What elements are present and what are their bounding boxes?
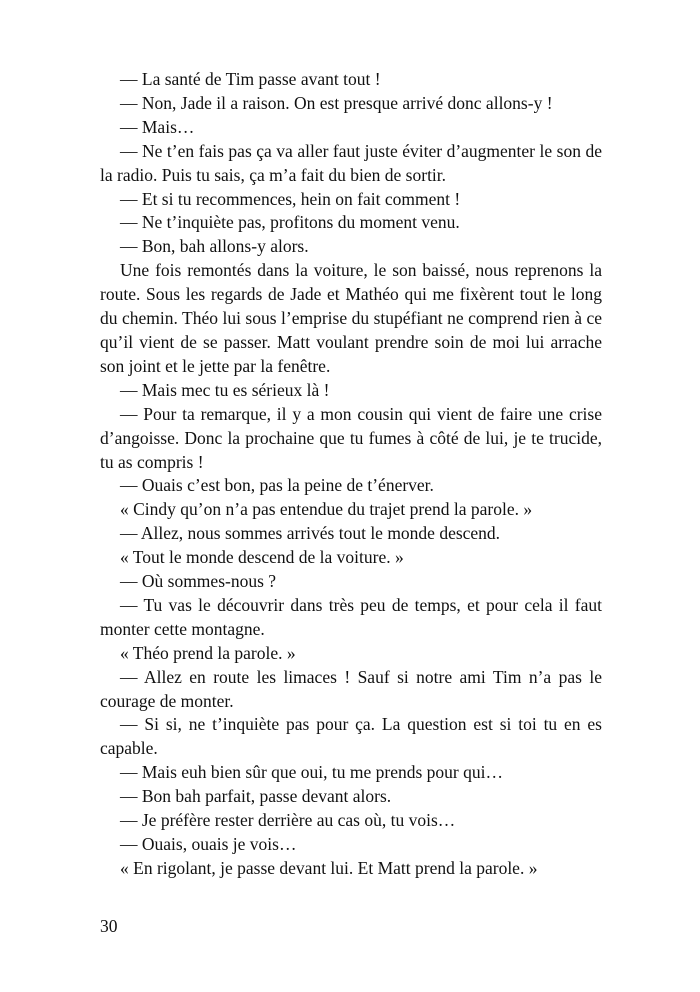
paragraph: « Théo prend la parole. » [120, 642, 296, 663]
page-number: 30 [100, 916, 118, 936]
paragraph: « En rigolant, je passe devant lui. Et Matt prend la parole. » [120, 857, 538, 878]
paragraph: — Je préfère rester derrière au cas où, tu vois… [120, 810, 456, 831]
paragraph: — Mais euh bien sûr que oui, tu me prends pour qui… [120, 762, 504, 783]
paragraph: — Allez en route les limaces ! Sauf si notre ami Tim n’a pas le courage de monter. [100, 666, 602, 711]
paragraph: — Bon bah parfait, passe devant alors. [120, 786, 392, 807]
paragraph: — Si si, ne t’inquiète pas pour ça. La question est si toi tu en es capable. [100, 714, 602, 759]
paragraph: — Mais mec tu es sérieux là ! [120, 379, 330, 400]
paragraph: — Ne t’inquiète pas, profitons du moment venu. [120, 212, 460, 233]
paragraph: — Ne t’en fais pas ça va aller faut juste éviter d’augmenter le son de la radio. Puis tu sais, ça m’a fait du bien de sortir. [100, 140, 602, 185]
paragraph: — Ouais c’est bon, pas la peine de t’énerver. [120, 475, 434, 496]
paragraph: « Tout le monde descend de la voiture. » [120, 547, 404, 568]
paragraph: — Où sommes-nous ? [120, 571, 277, 592]
paragraph: — Tu vas le découvrir dans très peu de temps, et pour cela il faut monter cette montagne. [100, 594, 602, 639]
page-body [100, 68, 602, 881]
paragraph: — La santé de Tim passe avant tout ! [120, 69, 381, 89]
paragraph: — Allez, nous sommes arrivés tout le monde descend. [120, 523, 501, 544]
paragraph: — Non, Jade il a raison. On est presque arrivé donc allons-y ! [120, 92, 553, 113]
paragraph: — Pour ta remarque, il y a mon cousin qui vient de faire une crise d’angoisse. Donc la prochaine que tu fumes à côté de lui, je te trucide, tu as compris ! [100, 403, 602, 472]
paragraph: — Mais… [120, 116, 195, 137]
paragraph: — Et si tu recommences, hein on fait comment ! [120, 188, 461, 209]
paragraph: Une fois remontés dans la voiture, le son baissé, nous reprenons la route. Sous les regards de Jade et Mathéo qui me fixèrent tout le long du chemin. Théo lui sous l’emprise du stupéfiant ne comprend rien à ce qu’il vient de se passer. Matt voulant prendre soin de moi lui arrache son joint et le jette par la fenêtre. [100, 260, 602, 376]
paragraph: — Ouais, ouais je vois… [120, 834, 297, 854]
paragraph: — Bon, bah allons-y alors. [120, 236, 309, 257]
paragraph: « Cindy qu’on n’a pas entendue du trajet prend la parole. » [120, 499, 533, 520]
